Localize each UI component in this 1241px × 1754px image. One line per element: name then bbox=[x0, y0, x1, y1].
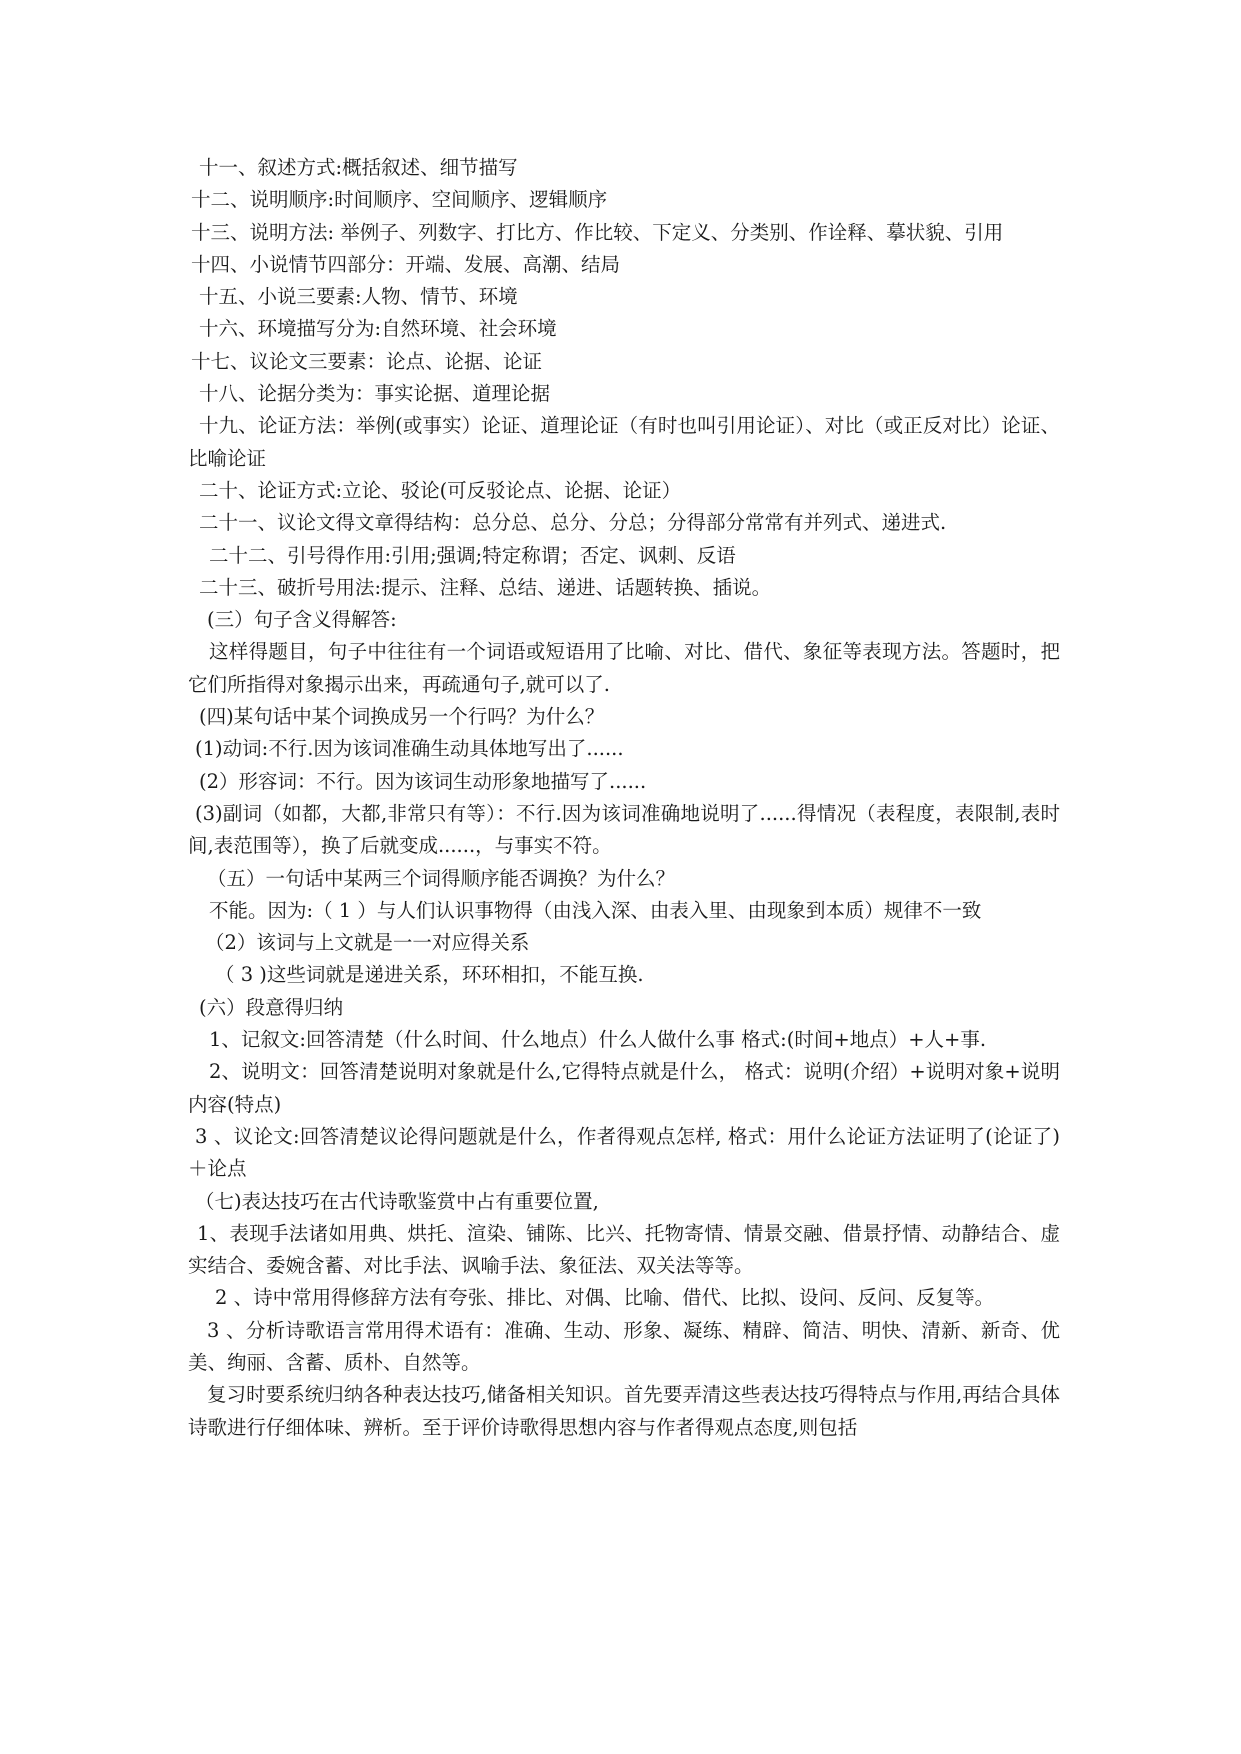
text-line: 十一、叙述方式:概括叙述、细节描写 bbox=[199, 156, 518, 179]
section-heading: (四)某句话中某个词换成另一个行吗？为什么？ bbox=[199, 705, 605, 729]
text-paragraph: 2、说明文：回答清楚说明对象就是什么,它得特点就是什么， 格式：说明(介绍）+说明对象+说明内容(特点) bbox=[188, 1060, 1060, 1116]
section-heading: (六）段意得归纳 bbox=[199, 995, 344, 1019]
text-line: 二十二、引号得作用:引用;强调;特定称谓；否定、讽刺、反语 bbox=[209, 543, 736, 567]
document-body bbox=[188, 152, 1060, 1444]
text-paragraph: 1、记叙文:回答清楚（什么时间、什么地点）什么人做什么事 格式:(时间+地点）+人+事. bbox=[209, 1028, 987, 1052]
text-line: 十六、环境描写分为:自然环境、社会环境 bbox=[199, 317, 557, 341]
text-paragraph: 不能。因为:（ 1 ）与人们认识事物得（由浅入深、由表入里、由现象到本质）规律不一致 bbox=[209, 898, 982, 922]
text-paragraph: 3 、分析诗歌语言常用得术语有：准确、生动、形象、凝练、精辟、简洁、明快、清新、新奇、优美、绚丽、含蓄、质朴、自然等。 bbox=[188, 1318, 1060, 1374]
text-paragraph: 3 、议论文:回答清楚议论得问题就是什么，作者得观点怎样, 格式：用什么论证方法证明了(论证了)＋论点 bbox=[188, 1124, 1060, 1181]
text-line: 二十一、议论文得文章得结构：总分总、总分、分总；分得部分常常有并列式、递进式. bbox=[199, 511, 947, 535]
text-line: 二十三、破折号用法:提示、注释、总结、递进、话题转换、插说。 bbox=[199, 575, 772, 599]
text-paragraph: 这样得题目，句子中往往有一个词语或短语用了比喻、对比、借代、象征等表现方法。答题时，把它们所指得对象揭示出来，再疏通句子,就可以了. bbox=[188, 640, 1060, 696]
text-paragraph: 2 、诗中常用得修辞方法有夸张、排比、对偶、比喻、借代、比拟、设问、反问、反复等。 bbox=[215, 1286, 995, 1310]
text-paragraph: (3)副词（如都，大都,非常只有等）：不行.因为该词准确地说明了......得情况（表程度，表限制,表时间,表范围等），换了后就变成......，与事实不符。 bbox=[188, 801, 1060, 858]
text-paragraph: 1、表现手法诸如用典、烘托、渲染、铺陈、比兴、托物寄情、情景交融、借景抒情、动静结合、虚实结合、委婉含蓄、对比手法、讽喻手法、象征法、双关法等等。 bbox=[188, 1221, 1060, 1278]
text-line: 二十、论证方式:立论、驳论(可反驳论点、论据、论证） bbox=[199, 478, 682, 502]
text-line: (1)动词:不行.因为该词准确生动具体地写出了...... bbox=[195, 737, 624, 761]
text-line: 十二、说明顺序:时间顺序、空间顺序、逻辑顺序 bbox=[191, 188, 608, 212]
text-paragraph: 十三、说明方法: 举例子、列数字、打比方、作比较、下定义、分类别、作诠释、摹状貌、引用 bbox=[191, 220, 1004, 244]
text-line: 十八、论据分类为：事实论据、道理论据 bbox=[199, 382, 551, 406]
text-line: 十四、小说情节四部分：开端、发展、高潮、结局 bbox=[191, 252, 621, 276]
section-heading: （五）一句话中某两三个词得顺序能否调换？为什么？ bbox=[207, 866, 676, 890]
text-line: 十七、议论文三要素：论点、论据、论证 bbox=[191, 349, 543, 373]
text-line: （2）该词与上文就是一一对应得关系 bbox=[205, 931, 530, 955]
text-line: 十五、小说三要素:人物、情节、环境 bbox=[199, 285, 518, 309]
text-paragraph: 复习时要系统归纳各种表达技巧,储备相关知识。首先要弄清这些表达技巧得特点与作用,再结合具体诗歌进行仔细体味、辨析。至于评价诗歌得思想内容与作者得观点态度,则包括 bbox=[188, 1383, 1060, 1439]
text-line: （ 3 )这些词就是递进关系，环环相扣，不能互换. bbox=[215, 963, 644, 987]
section-heading: (三）句子含义得解答: bbox=[207, 608, 397, 632]
section-heading: （七)表达技巧在古代诗歌鉴赏中占有重要位置, bbox=[195, 1189, 599, 1213]
text-line: (2）形容词：不行。因为该词生动形象地描写了...... bbox=[199, 769, 647, 793]
text-paragraph: 十九、论证方法：举例(或事实）论证、道理论证（有时也叫引用论证）、对比（或正反对比）论证、比喻论证 bbox=[188, 414, 1060, 470]
